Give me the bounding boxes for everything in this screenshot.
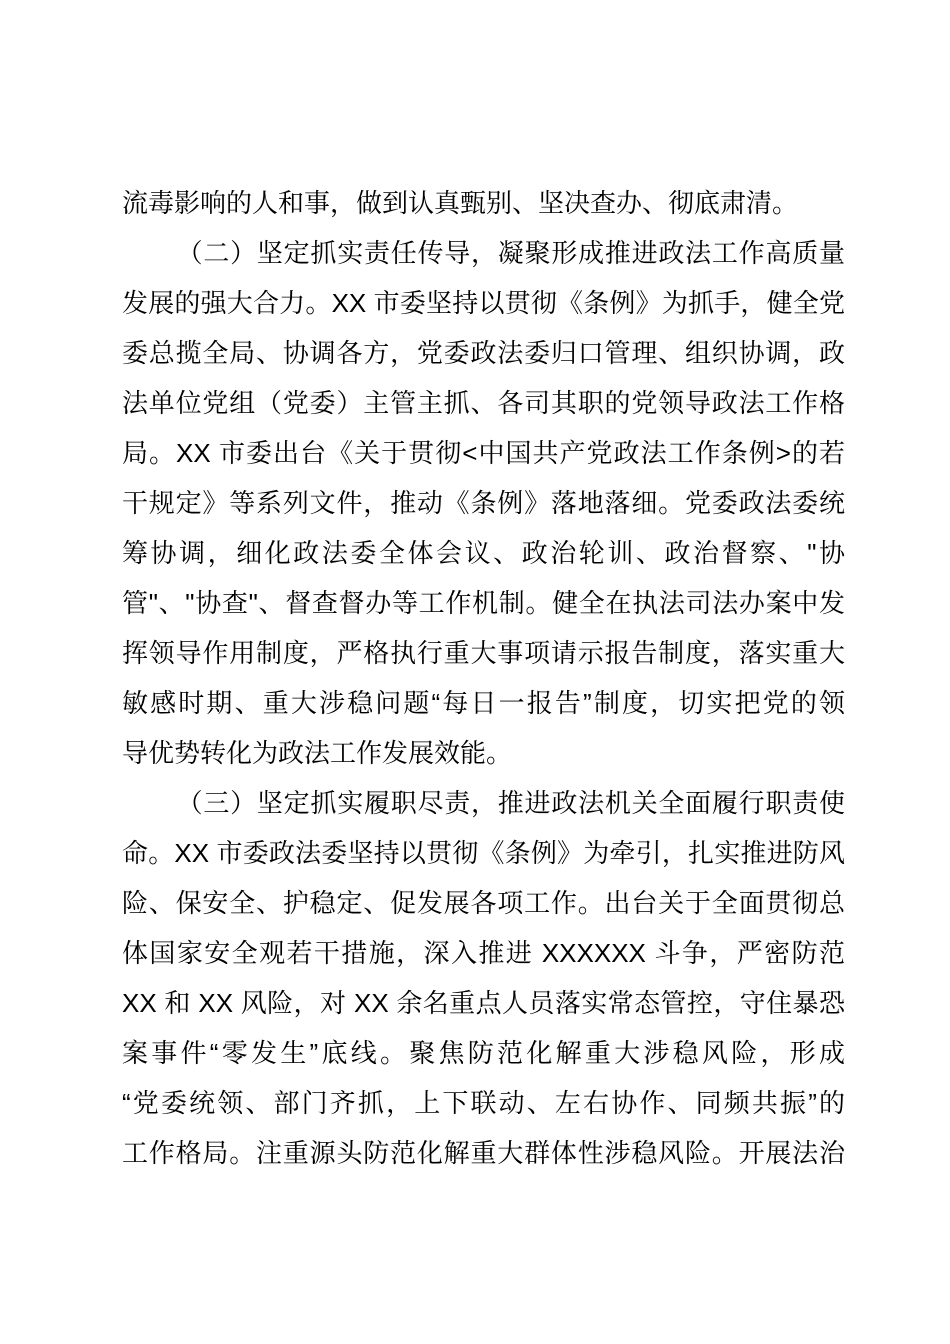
- document-line-paragraph-start: （二）坚定抓实责任传导，凝聚形成推进政法工作高质量: [176, 238, 845, 268]
- document-line: 流毒影响的人和事，做到认真甄别、坚决查办、彻底肃清。: [122, 188, 799, 218]
- document-line: 体国家安全观若干措施，深入推进 XXXXXX 斗争，严密防范: [122, 938, 845, 968]
- document-line: “党委统领、部门齐抓，上下联动、左右协作、同频共振”的: [122, 1088, 845, 1118]
- document-line: 敏感时期、重大涉稳问题“每日一报告”制度，切实把党的领: [122, 688, 845, 718]
- document-line: 挥领导作用制度，严格执行重大事项请示报告制度，落实重大: [122, 638, 845, 668]
- document-line: 局。XX 市委出台《关于贯彻<中国共产党政法工作条例>的若: [122, 438, 845, 468]
- document-line: 险、保安全、护稳定、促发展各项工作。出台关于全面贯彻总: [122, 888, 845, 918]
- document-line: 命。XX 市委政法委坚持以贯彻《条例》为牵引，扎实推进防风: [122, 838, 845, 868]
- document-line: 案事件“零发生”底线。聚焦防范化解重大涉稳风险，形成: [122, 1038, 845, 1068]
- document-line: XX 和 XX 风险，对 XX 余名重点人员落实常态管控，守住暴恐: [122, 988, 845, 1018]
- document-line: 筹协调，细化政法委全体会议、政治轮训、政治督察、"协: [122, 538, 845, 568]
- document-line: 干规定》等系列文件，推动《条例》落地落细。党委政法委统: [122, 488, 845, 518]
- document-line: 管"、"协查"、督查督办等工作机制。健全在执法司法办案中发: [122, 588, 845, 618]
- document-line: 委总揽全局、协调各方，党委政法委归口管理、组织协调，政: [122, 338, 845, 368]
- document-line-paragraph-start: （三）坚定抓实履职尽责，推进政法机关全面履行职责使: [176, 788, 845, 818]
- document-line-paragraph-end: 导优势转化为政法工作发展效能。: [122, 738, 513, 768]
- document-line: 发展的强大合力。XX 市委坚持以贯彻《条例》为抓手，健全党: [122, 288, 845, 318]
- document-line: 法单位党组（党委）主管主抓、各司其职的党领导政法工作格: [122, 388, 845, 418]
- document-line: 工作格局。注重源头防范化解重大群体性涉稳风险。开展法治: [122, 1138, 845, 1168]
